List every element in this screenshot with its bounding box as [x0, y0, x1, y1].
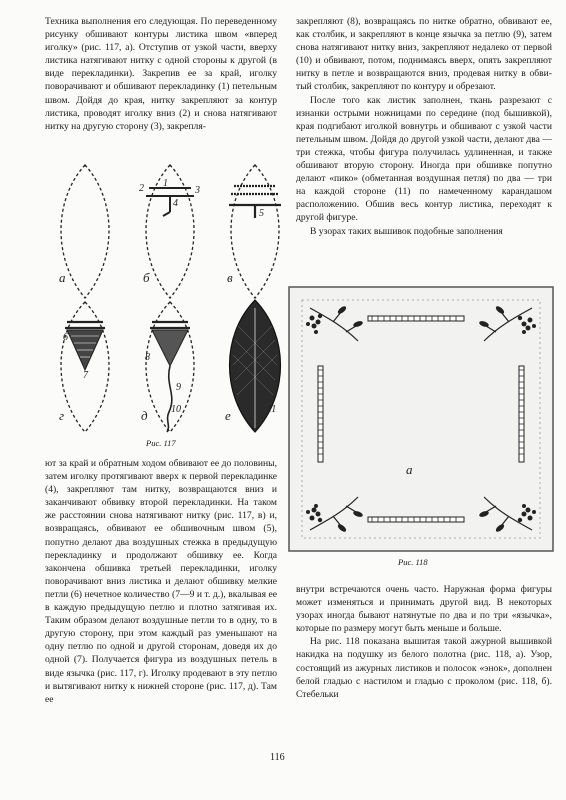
paragraph: Техника выполнения его следующая. По переведенному рисунку обшивают контуры листика швом «вперед иголку» (рис. 117, а). Отступив от узкой части, вверху листика натягивают нитку с одной стороны к другой (в виде перекладинки). Закрепив ее за край, иголку поворачивают и обшивают перекладинку (1) петельным швом. Дойдя до края, нитку закрепляют за контур листика, проводят иголку вниз (2) и снова натягивают нитку на другую сторону (3), закрепля-: [45, 16, 277, 132]
fig-number: 3: [195, 185, 200, 196]
leaf-outline-a: [61, 165, 109, 298]
fig-letter: в: [227, 270, 233, 285]
fig-number: 6: [63, 332, 68, 343]
fig-letter: б: [143, 270, 150, 285]
fig-letter: а: [406, 462, 413, 477]
leaf-outline-b: [146, 165, 194, 298]
fig-letter: г: [59, 408, 65, 423]
fig-number: 10: [171, 404, 181, 415]
fig-number: 2: [139, 183, 144, 194]
text-column-left-bottom: [45, 457, 277, 706]
triangle-fill-g: [65, 322, 105, 370]
fig-number: 7: [83, 370, 88, 381]
fig-number: 9: [176, 382, 181, 393]
fig-number: 5: [259, 208, 264, 219]
triangle-fill-d: [150, 322, 190, 432]
paragraph: На рис. 118 показана вышитая такой ажурной вышивкой накидка на подушку из белого полотна (рис. 118, а). Узор, состоящий из ажурных листиков и полосок «энок», дополнен белой гладью с настилом и гладью с проколом (рис. 118, б). Стебельки: [296, 636, 552, 700]
text-column-left-top: [45, 15, 277, 133]
paragraph: внутри встречаются очень часто. Наружная форма фигуры может изменяться и принимать другой вид. В некоторых узорах иногда бывают натянутые по два и по три «язычка», которые по размеру могут быть меньше и больше.: [296, 584, 552, 635]
paragraph: ют за край и обратным ходом обвивают ее до половины, затем иголку протягивают вверх к первой перекладинке (4), закрепляют там нитку, возвращаются вниз и заканчивают обвивку второй перекладинки. На таком же расстоянии снова натягивают нитку (рис. 117, в) и, возвращаясь, обвивают ее обшивочным швом (5), попутно делают два воздушных стежка в предыдущую перекладинку и продолжают обшивку ее. Когда закончена обшивка третьей перекладинки, иголку поворачивают вниз листика и делают обшивку мелкие петли (6) нечетное количество (7—9 и т. д.), вкалывая ее в каждую предыдущую петлю и плотно затягивая их. Таким образом делают воздушные петли то в одну, то в другую сторону, при этом каждый раз уменьшают на одну петлю по одной и другой сторонам, доведя их до одной (7). Получается фигура из воздушных петель в виде язычка (рис. 117, г). Иголку продевают в эту петлю и вытягивают нитку к нижней стороне (рис. 117, д). Там ее: [45, 458, 277, 705]
paragraph: В узорах таких вышивок подобные заполнения: [310, 225, 503, 237]
fig-number: 4: [173, 198, 178, 209]
figure-caption-117: Рис. 117: [146, 438, 176, 448]
fig-letter: а: [59, 270, 66, 285]
fig-letter: е: [225, 408, 231, 423]
fig-number: 11: [267, 404, 277, 415]
text-column-right-bottom: [296, 583, 552, 701]
figure-117: [45, 150, 295, 435]
fig-number: 1: [163, 178, 168, 189]
paragraph: закрепляют (8), возвращаясь по нитке обратно, обвивают ее, как столбик, и закрепляют в конце язычка за петлю (9), затем снова натягивают нитку вниз, закрепляют недалеко от первой (10) и обвивают, потом, поднимаясь вверх, опять закрепляют нитку в петле и возвращаются вниз, продевая нитку в обвитый столбик, закрепляют по контуру и обрезают.: [296, 16, 552, 93]
figure-caption-118: Рис. 118: [398, 557, 428, 567]
figure-118: [288, 286, 554, 552]
paragraph: После того как листик заполнен, ткань разрезают с изнанки острыми ножницами по середине (под бышивкой), края подгибают иголкой вовнутрь и обшивают с узкой части петельным швом. Дойдя до другой узкой части, делают два — три стежка, чтобы фигура получилась удлиненная, и также обшивают вторую сторону. Иногда при обшивке попутно делают «пико» (обметанная воздушная петля) по два — три на каждой стороне (11) по намеченному карандашом расположению. Обшив весь контур листика, переходят к другой фигуре.: [296, 94, 552, 224]
text-column-right-top: [296, 15, 552, 238]
page-number: 116: [270, 752, 285, 763]
fig-letter: д: [141, 408, 148, 423]
fig-number: 8: [145, 352, 150, 363]
